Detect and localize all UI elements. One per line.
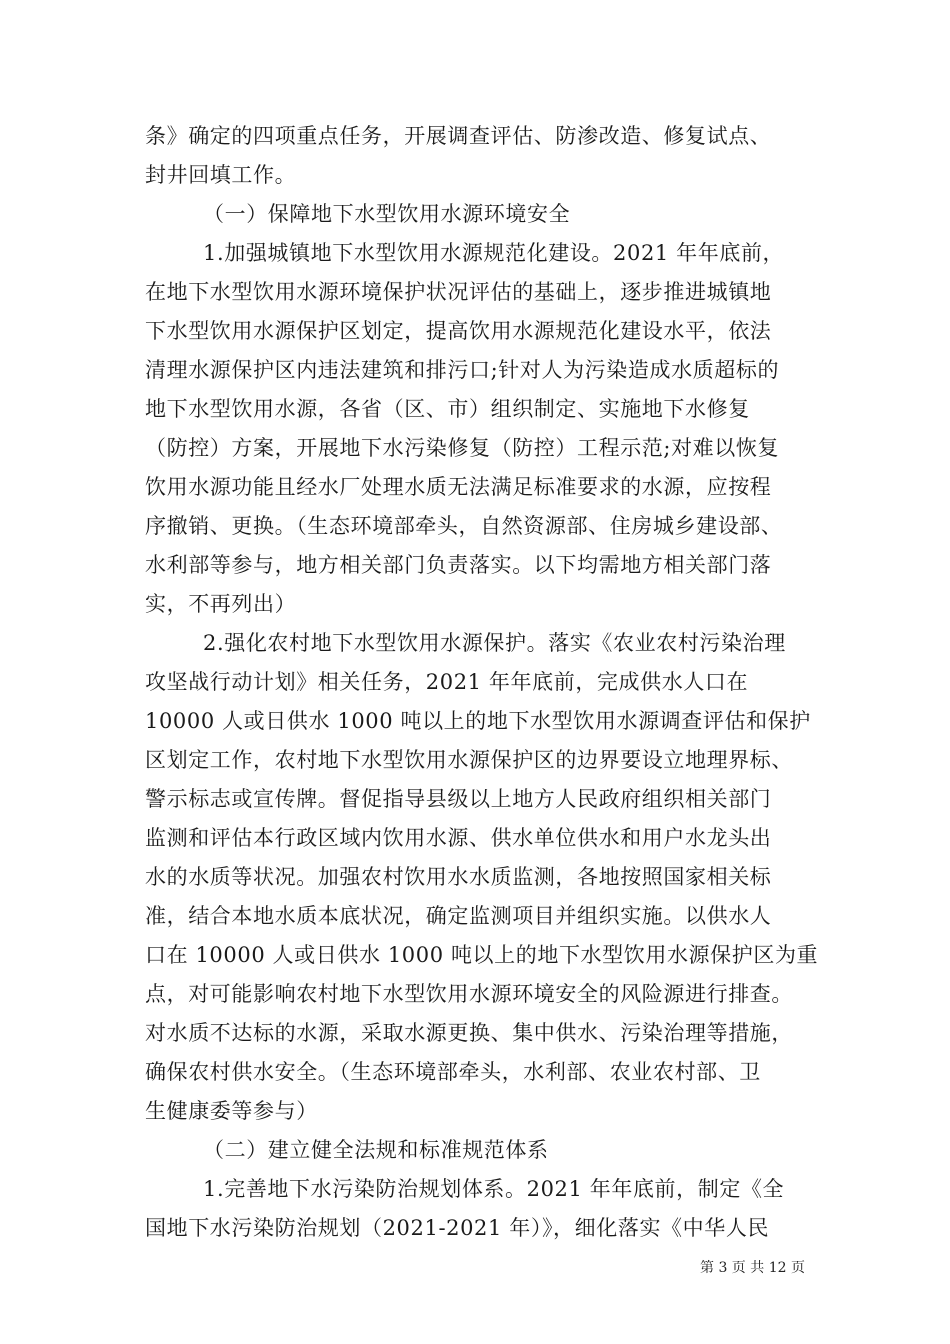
body-text-line: 准，结合本地水质本底状况，确定监测项目并组织实施。以供水人 bbox=[145, 904, 772, 928]
body-text-line: 饮用水源功能且经水厂处理水质无法满足标准要求的水源，应按程 bbox=[145, 475, 772, 499]
body-text-line: 封井回填工作。 bbox=[145, 163, 297, 187]
body-text-line: 攻坚战行动计划》相关任务，2021 年年底前，完成供水人口在 bbox=[145, 670, 749, 694]
body-text-line: 在地下水型饮用水源环境保护状况评估的基础上，逐步推进城镇地 bbox=[145, 280, 772, 304]
body-text-line: 实，不再列出） bbox=[145, 592, 297, 616]
body-text-line: 点，对可能影响农村地下水型饮用水源环境安全的风险源进行排查。 bbox=[145, 982, 793, 1006]
body-text-line: 口在 10000 人或日供水 1000 吨以上的地下水型饮用水源保护区为重 bbox=[145, 943, 819, 967]
section-heading: （二）建立健全法规和标准规范体系 bbox=[203, 1138, 549, 1162]
body-text-line: （防控）方案，开展地下水污染修复（防控）工程示范;对难以恢复 bbox=[145, 436, 780, 460]
body-text-line: 下水型饮用水源保护区划定，提高饮用水源规范化建设水平，依法 bbox=[145, 319, 772, 343]
body-text-line: 水的水质等状况。加强农村饮用水水质监测，各地按照国家相关标 bbox=[145, 865, 772, 889]
body-text-line: 区划定工作，农村地下水型饮用水源保护区的边界要设立地理界标、 bbox=[145, 748, 793, 772]
body-text-line: 确保农村供水安全。（生态环境部牵头，水利部、农业农村部、卫 bbox=[145, 1060, 761, 1084]
body-text-line: 警示标志或宣传牌。督促指导县级以上地方人民政府组织相关部门 bbox=[145, 787, 772, 811]
body-text-line: 对水质不达标的水源，采取水源更换、集中供水、污染治理等措施， bbox=[145, 1021, 793, 1045]
body-text-line: 条》确定的四项重点任务，开展调查评估、防渗改造、修复试点、 bbox=[145, 124, 772, 148]
body-text-line: 水利部等参与，地方相关部门负责落实。以下均需地方相关部门落 bbox=[145, 553, 772, 577]
body-text-line: 地下水型饮用水源，各省（区、市）组织制定、实施地下水修复 bbox=[145, 397, 750, 421]
subsection-heading: 1.完善地下水污染防治规划体系。2021 年年底前，制定《全 bbox=[203, 1177, 785, 1201]
subsection-heading: 1.加强城镇地下水型饮用水源规范化建设。2021 年年底前， bbox=[203, 241, 785, 265]
body-text-line: 生健康委等参与） bbox=[145, 1099, 318, 1123]
body-text-line: 序撤销、更换。（生态环境部牵头，自然资源部、住房城乡建设部、 bbox=[145, 514, 783, 538]
body-text-line: 10000 人或日供水 1000 吨以上的地下水型饮用水源调查评估和保护 bbox=[145, 709, 811, 733]
body-text-line: 监测和评估本行政区域内饮用水源、供水单位供水和用户水龙头出 bbox=[145, 826, 772, 850]
subsection-heading: 2.强化农村地下水型饮用水源保护。落实《农业农村污染治理 bbox=[203, 631, 786, 655]
section-heading: （一）保障地下水型饮用水源环境安全 bbox=[203, 202, 571, 226]
page-number: 第 3 页 共 12 页 bbox=[700, 1260, 805, 1276]
body-text-line: 国地下水污染防治规划（2021-2021 年）》，细化落实《中华人民 bbox=[145, 1216, 770, 1240]
body-text-line: 清理水源保护区内违法建筑和排污口;针对人为污染造成水质超标的 bbox=[145, 358, 780, 382]
